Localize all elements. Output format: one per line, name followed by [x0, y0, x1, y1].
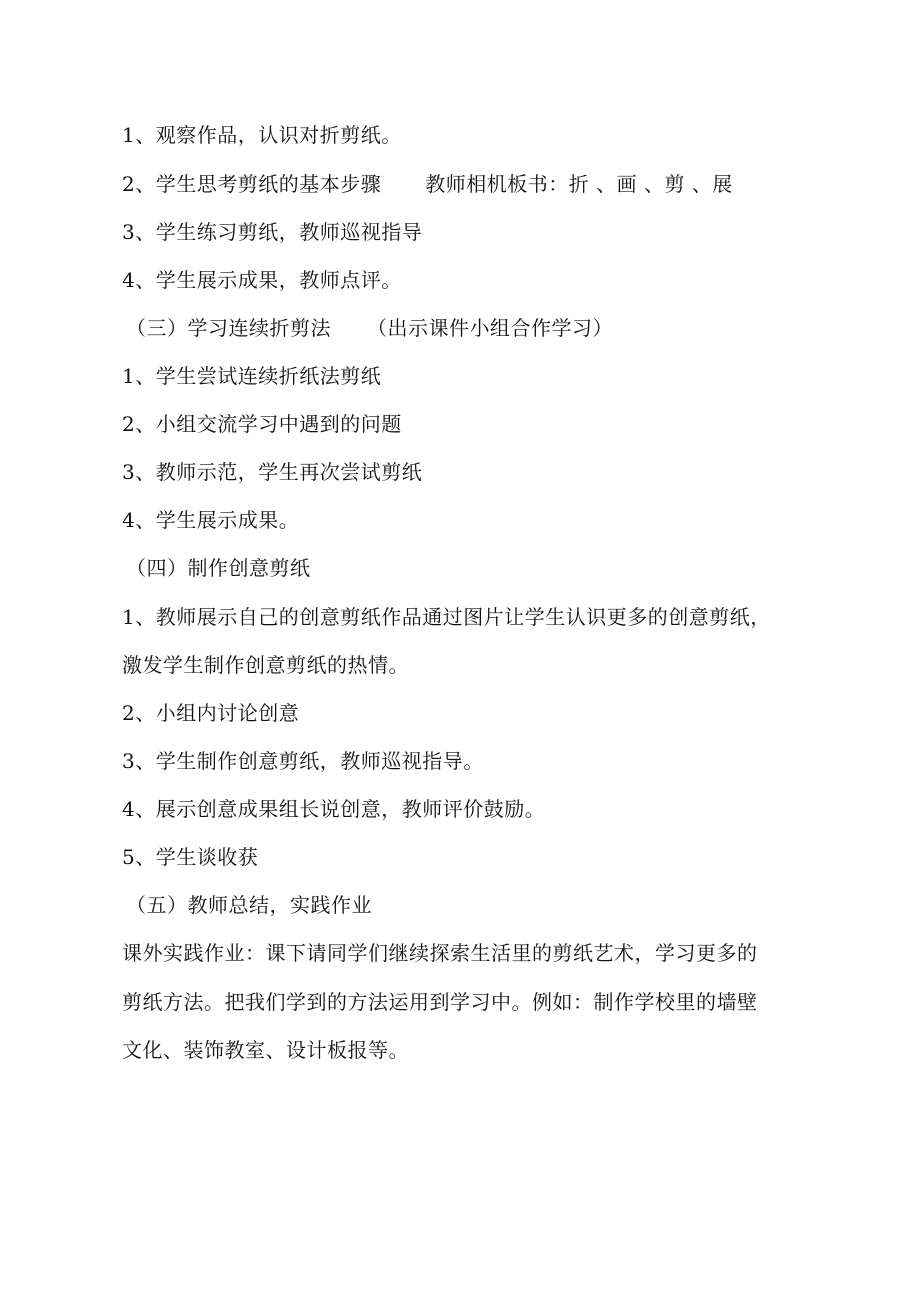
line-text: 5、学生谈收获 — [122, 845, 259, 869]
line-text: 1、观察作品，认识对折剪纸。 — [122, 123, 402, 147]
paragraph-line — [122, 747, 484, 775]
paragraph-line — [122, 651, 409, 679]
line-text: 3、学生练习剪纸，教师巡视指导 — [122, 220, 423, 244]
paragraph-line — [122, 603, 771, 631]
section-heading — [126, 314, 613, 342]
line-text: 文化、装饰教室、设计板报等。 — [122, 1038, 409, 1062]
heading-text: （五）教师总结，实践作业 — [126, 893, 372, 917]
heading-text: （四）制作创意剪纸 — [126, 556, 311, 580]
paragraph-line — [122, 170, 733, 198]
paragraph-line — [122, 410, 402, 438]
line-text: 4、学生展示成果，教师点评。 — [122, 268, 402, 292]
line-text: 4、学生展示成果。 — [122, 508, 300, 532]
paragraph-line — [122, 218, 422, 246]
paragraph-line — [122, 506, 299, 534]
paragraph-line — [122, 699, 299, 727]
section-heading — [126, 554, 311, 582]
line-text: 1、学生尝试连续折纸法剪纸 — [122, 364, 382, 388]
heading-text: （三）学习连续折剪法 — [126, 316, 331, 340]
courseware-note: （出示课件小组合作学习） — [367, 316, 613, 340]
line-text: 4、展示创意成果组长说创意，教师评价鼓励。 — [122, 797, 546, 821]
line-text: 3、教师示范，学生再次尝试剪纸 — [122, 460, 423, 484]
paragraph-line — [122, 988, 758, 1016]
paragraph-line — [122, 121, 402, 149]
paragraph-line — [122, 266, 402, 294]
paragraph-line — [122, 1036, 409, 1064]
paragraph-line — [122, 362, 381, 390]
line-text: 2、学生思考剪纸的基本步骤 — [122, 172, 382, 196]
section-heading — [126, 891, 372, 919]
line-text: 3、学生制作创意剪纸，教师巡视指导。 — [122, 749, 484, 773]
paragraph-line — [122, 795, 545, 823]
line-text: 1、教师展示自己的创意剪纸作品通过图片让学生认识更多的创意剪纸， — [122, 605, 771, 629]
line-text: 激发学生制作创意剪纸的热情。 — [122, 653, 409, 677]
paragraph-line — [122, 939, 758, 967]
line-text: 2、小组内讨论创意 — [122, 701, 300, 725]
blackboard-steps-text: 教师相机板书：折 、画 、剪 、展 — [425, 172, 733, 196]
paragraph-line — [122, 458, 422, 486]
paragraph-line — [122, 843, 258, 871]
line-text: 2、小组交流学习中遇到的问题 — [122, 412, 402, 436]
line-text: 课外实践作业：课下请同学们继续探索生活里的剪纸艺术，学习更多的 — [122, 941, 758, 965]
line-text: 剪纸方法。把我们学到的方法运用到学习中。例如：制作学校里的墙壁 — [122, 990, 758, 1014]
